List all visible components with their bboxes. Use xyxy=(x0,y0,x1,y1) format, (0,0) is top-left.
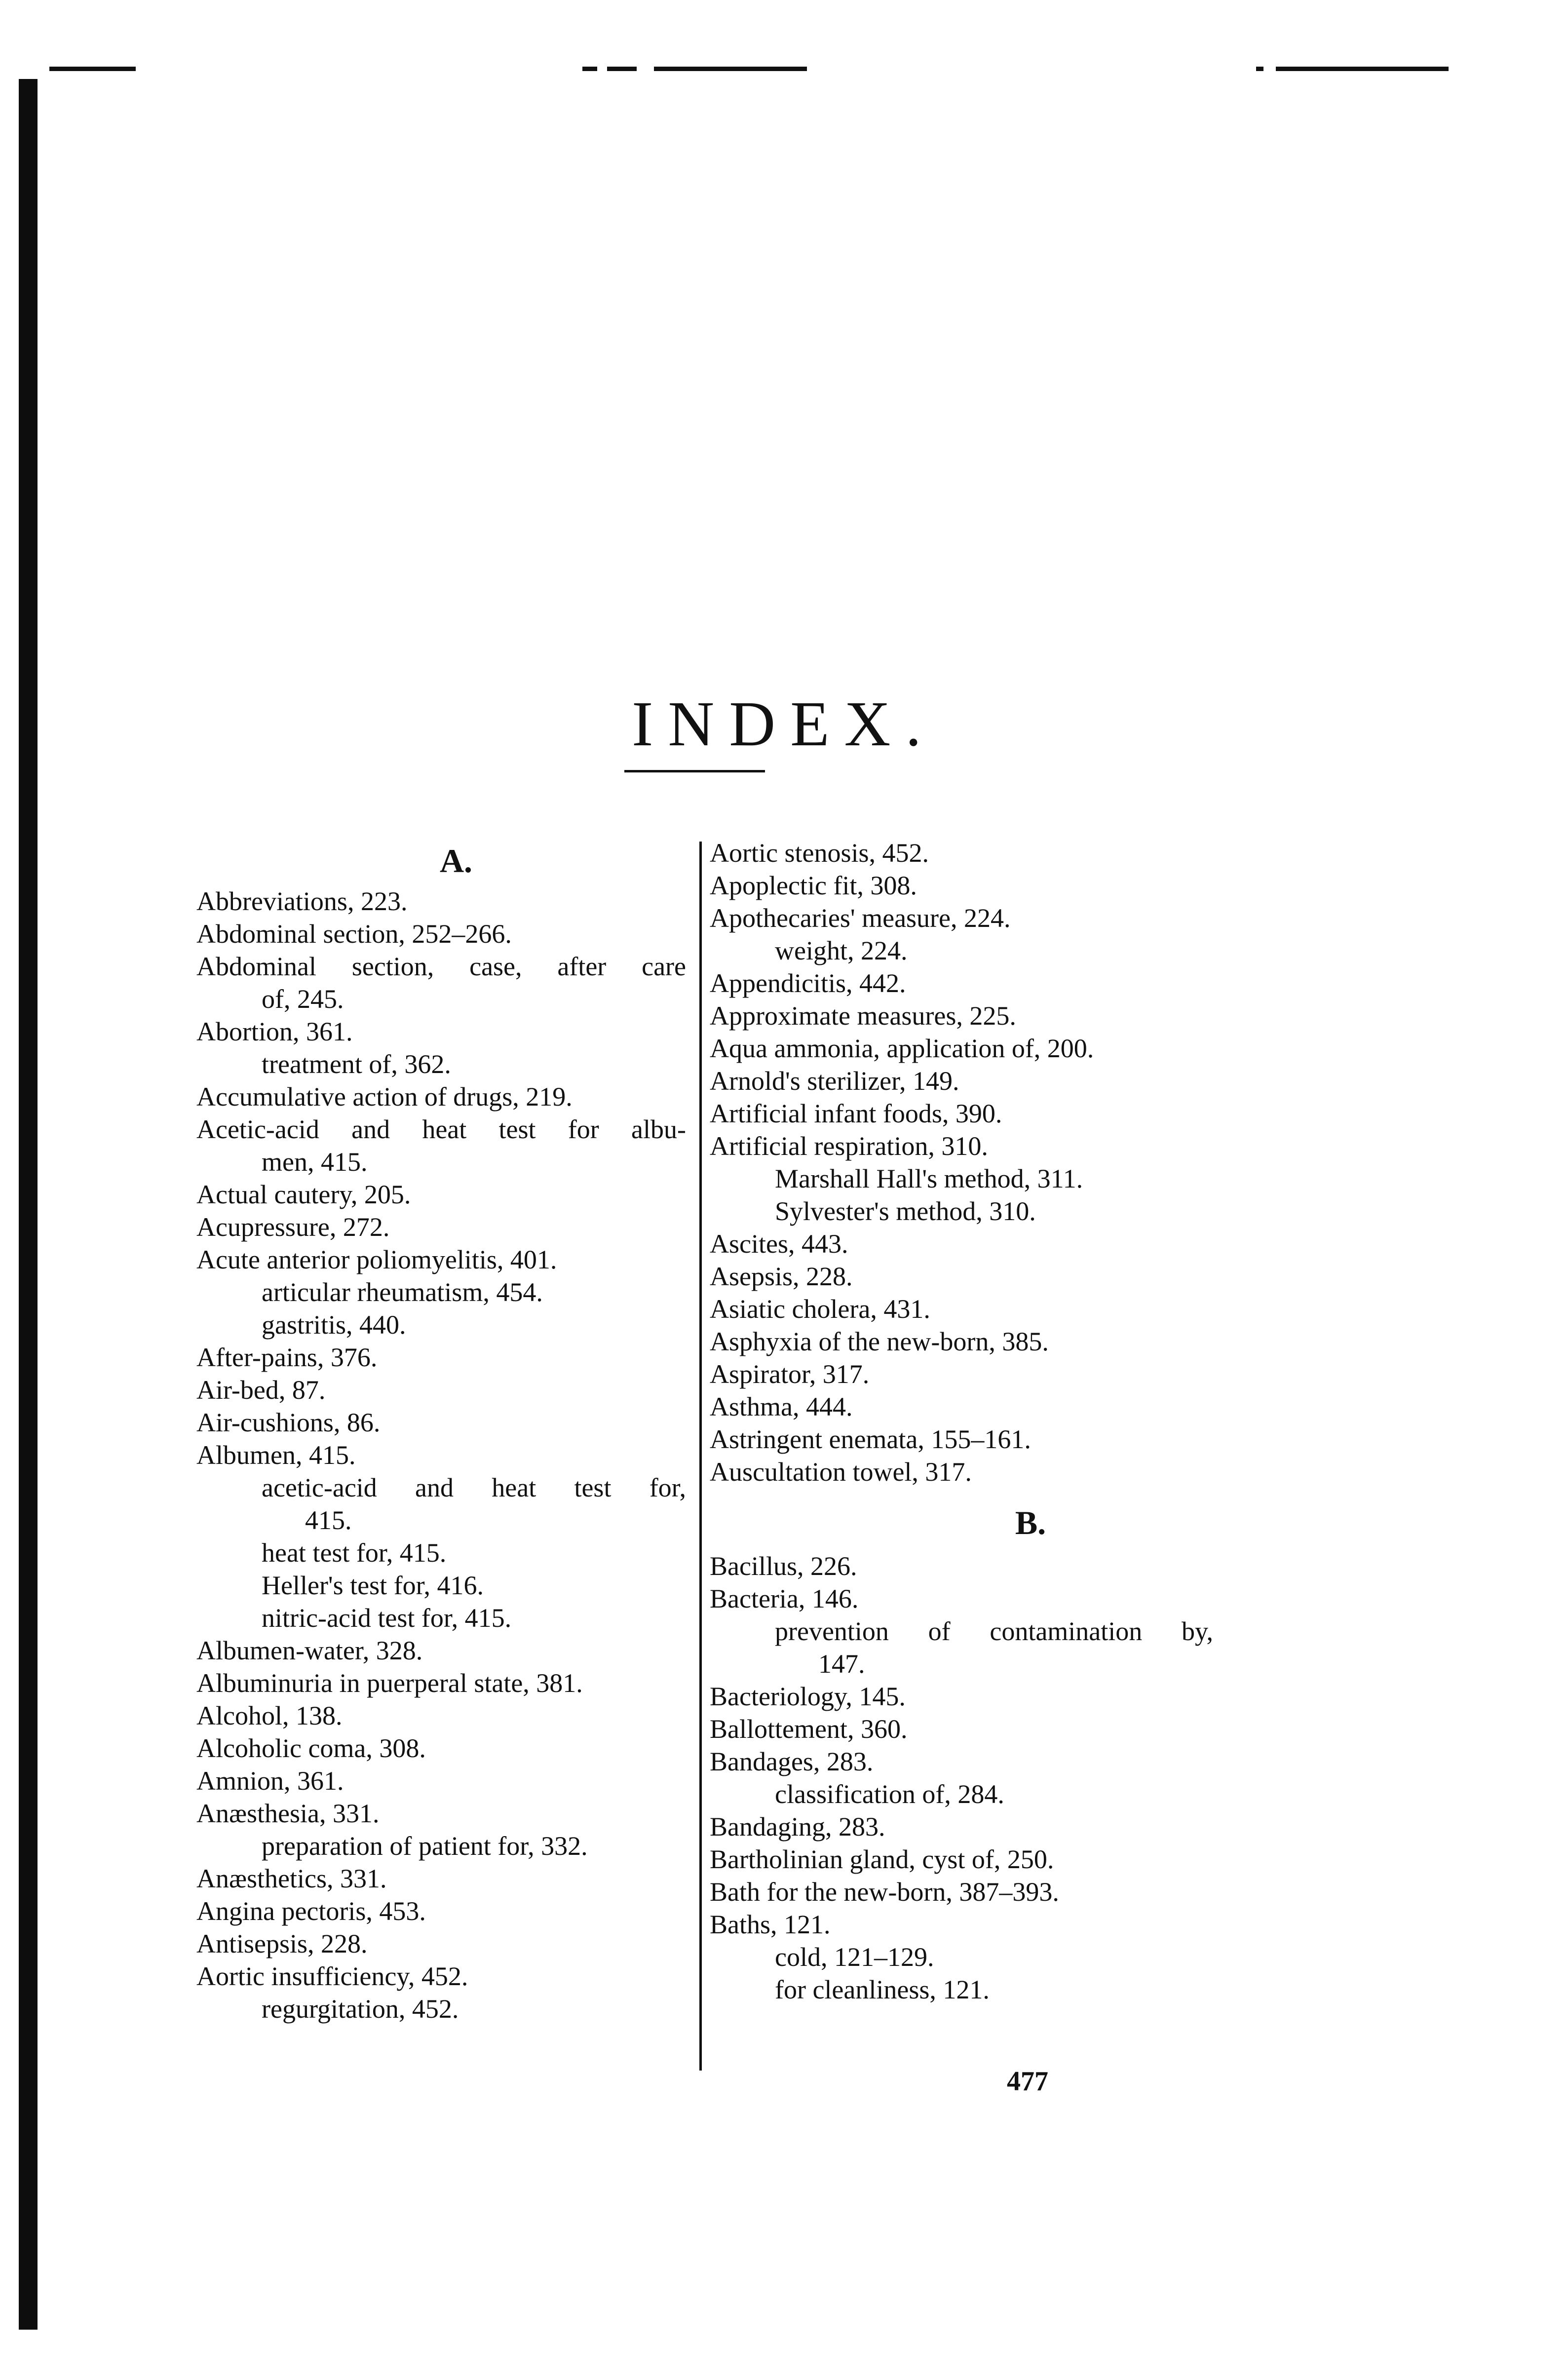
index-entry: nitric-acid test for, 415. xyxy=(262,1603,512,1633)
index-entry: Acetic-acid and heat test for albu- xyxy=(196,1114,686,1144)
index-entry: regurgitation, 452. xyxy=(262,1994,459,2024)
index-entry: Bandages, 283. xyxy=(710,1747,874,1776)
index-entry: Heller's test for, 416. xyxy=(262,1571,484,1600)
index-entry: Amnion, 361. xyxy=(196,1766,344,1796)
index-entry: of, 245. xyxy=(262,984,344,1014)
index-entry: Aspirator, 317. xyxy=(710,1359,870,1389)
section-letter-a: A. xyxy=(439,842,473,880)
index-entry: Bacillus, 226. xyxy=(710,1551,857,1581)
index-entry: Bandaging, 283. xyxy=(710,1812,885,1842)
entry-list xyxy=(710,1550,1213,2006)
index-entry: Marshall Hall's method, 311. xyxy=(775,1164,1083,1193)
index-entry: classification of, 284. xyxy=(775,1779,1004,1809)
index-entry: Albuminuria in puerperal state, 381. xyxy=(196,1668,583,1698)
index-entry: Ballottement, 360. xyxy=(710,1714,908,1744)
index-entry: Abdominal section, case, after care xyxy=(196,952,686,981)
index-entry: prevention of contamination by, xyxy=(775,1616,1213,1646)
index-entry: Bartholinian gland, cyst of, 250. xyxy=(710,1844,1054,1874)
index-entry: Approximate measures, 225. xyxy=(710,1001,1016,1031)
title-rule xyxy=(624,770,765,772)
index-entry: men, 415. xyxy=(262,1147,368,1177)
index-entry: weight, 224. xyxy=(775,936,908,965)
index-entry: for cleanliness, 121. xyxy=(775,1975,990,2004)
column-divider xyxy=(699,842,702,2071)
index-entry: Bacteriology, 145. xyxy=(710,1682,906,1711)
index-entry: Arnold's sterilizer, 149. xyxy=(710,1066,959,1096)
page-title: INDEX. xyxy=(632,689,936,760)
section-letter-b: B. xyxy=(1015,1504,1046,1541)
index-entry: Asphyxia of the new-born, 385. xyxy=(710,1327,1049,1356)
index-entry: Bacteria, 146. xyxy=(710,1584,859,1613)
index-entry: articular rheumatism, 454. xyxy=(262,1277,543,1307)
index-entry: Astringent enemata, 155–161. xyxy=(710,1424,1031,1454)
index-entry: Asthma, 444. xyxy=(710,1392,853,1421)
index-entry: Anæsthetics, 331. xyxy=(196,1864,387,1893)
top-edge-mark xyxy=(607,67,637,71)
index-entry: Ascites, 443. xyxy=(710,1229,848,1259)
index-entry: Air-bed, 87. xyxy=(196,1375,326,1405)
index-entry: Bath for the new-born, 387–393. xyxy=(710,1877,1059,1907)
index-entry: Aortic insufficiency, 452. xyxy=(196,1961,468,1991)
index-entry: cold, 121–129. xyxy=(775,1942,934,1972)
index-entry: Apoplectic fit, 308. xyxy=(710,871,917,900)
index-entry: Angina pectoris, 453. xyxy=(196,1896,426,1926)
book-spine-shadow xyxy=(19,79,38,2330)
index-entry: Abdominal section, 252–266. xyxy=(196,919,512,949)
index-entry: Alcohol, 138. xyxy=(196,1701,343,1730)
index-entry: gastritis, 440. xyxy=(262,1310,406,1340)
top-edge-mark xyxy=(1256,67,1263,71)
index-entry: Baths, 121. xyxy=(710,1910,831,1939)
index-column-right xyxy=(710,837,1213,2006)
top-edge-mark xyxy=(1276,67,1449,71)
page-number: 477 xyxy=(1007,2066,1048,2097)
index-entry: Asepsis, 228. xyxy=(710,1262,853,1291)
index-entry: Albumen, 415. xyxy=(196,1440,356,1470)
index-entry: Aqua ammonia, application of, 200. xyxy=(710,1034,1094,1063)
index-entry: Actual cautery, 205. xyxy=(196,1180,411,1209)
entry-list xyxy=(710,837,1213,1488)
index-entry: Apothecaries' measure, 224. xyxy=(710,903,1011,933)
index-entry: Anæsthesia, 331. xyxy=(196,1799,380,1828)
top-edge-mark xyxy=(654,67,807,71)
index-entry: Asiatic cholera, 431. xyxy=(710,1294,930,1324)
index-entry: Albumen-water, 328. xyxy=(196,1636,423,1665)
index-entry: Aortic stenosis, 452. xyxy=(710,838,929,868)
index-entry: Appendicitis, 442. xyxy=(710,968,906,998)
index-entry: treatment of, 362. xyxy=(262,1049,451,1079)
index-entry: Sylvester's method, 310. xyxy=(775,1196,1036,1226)
index-entry: Accumulative action of drugs, 219. xyxy=(196,1082,573,1112)
top-edge-mark xyxy=(49,67,136,71)
index-entry: Abbreviations, 223. xyxy=(196,886,408,916)
index-entry: preparation of patient for, 332. xyxy=(262,1831,588,1861)
index-entry: heat test for, 415. xyxy=(262,1538,447,1568)
index-entry: acetic-acid and heat test for, xyxy=(262,1473,686,1502)
index-entry: Air-cushions, 86. xyxy=(196,1408,381,1437)
index-column-left xyxy=(196,837,686,2025)
index-entry: After-pains, 376. xyxy=(196,1343,378,1372)
entry-list xyxy=(196,885,686,2025)
index-entry: Antisepsis, 228. xyxy=(196,1929,368,1958)
index-entry: Artificial respiration, 310. xyxy=(710,1131,988,1161)
index-entry: Acute anterior poliomyelitis, 401. xyxy=(196,1245,557,1274)
index-entry: Auscultation towel, 317. xyxy=(710,1457,972,1487)
index-entry: Alcoholic coma, 308. xyxy=(196,1733,426,1763)
index-entry: 147. xyxy=(818,1649,865,1679)
top-edge-mark xyxy=(582,67,597,71)
index-entry: 415. xyxy=(305,1505,352,1535)
index-entry: Abortion, 361. xyxy=(196,1017,353,1046)
index-entry: Acupressure, 272. xyxy=(196,1212,390,1242)
index-entry: Artificial infant foods, 390. xyxy=(710,1099,1002,1128)
